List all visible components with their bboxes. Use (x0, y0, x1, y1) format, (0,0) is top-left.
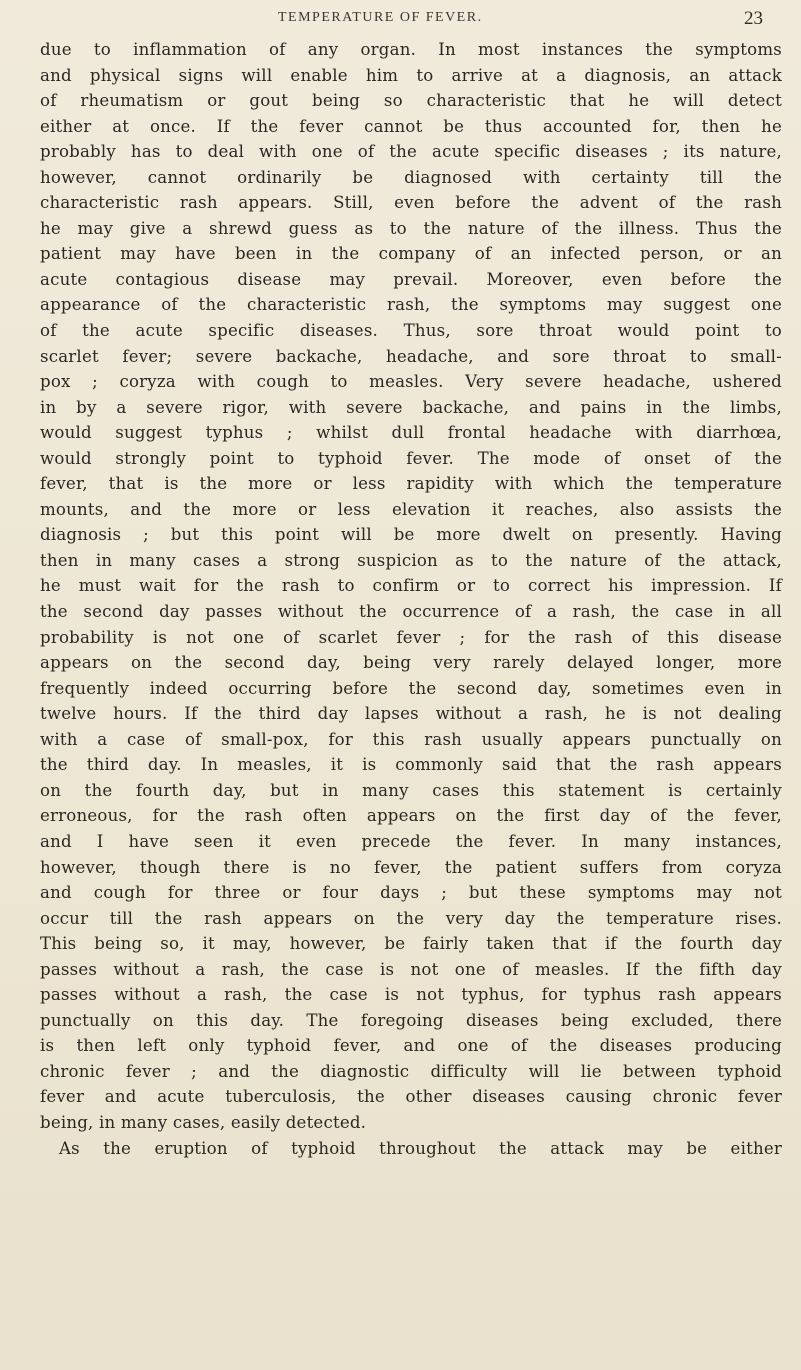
text-line: due to inflammation of any organ. In most instances the symptoms (40, 40, 782, 59)
text-line: he may give a shrewd guess as to the nature of the illness. Thus the (40, 218, 782, 238)
text-line: however, cannot ordinarily be diagnosed with certainty till the (40, 167, 782, 187)
text-line: patient may have been in the company of an infected person, or an (40, 244, 782, 264)
page-number: 23 (744, 8, 763, 29)
text-line: the second day passes without the occurrence of a rash, the case in all (40, 602, 782, 622)
text-line: being, in many cases, easily detected. (40, 1112, 367, 1132)
text-line: fever, that is the more or less rapidity with which the temperature (40, 474, 782, 494)
text-line: and physical signs will enable him to arrive at a diagnosis, an attack (40, 65, 782, 85)
text-line: would strongly point to typhoid fever. The mode of onset of the (40, 448, 782, 468)
running-title: TEMPERATURE OF FEVER. (278, 10, 483, 25)
text-line: acute contagious disease may prevail. Moreover, even before the (40, 269, 782, 289)
running-head (0, 8, 801, 36)
text-line: and cough for three or four days ; but these symptoms may not (40, 883, 782, 903)
text-line: chronic fever ; and the diagnostic difficulty will lie between typhoid (40, 1061, 782, 1081)
text-line: probably has to deal with one of the acute specific diseases ; its nature, (40, 142, 782, 162)
text-line: in by a severe rigor, with severe backache, and pains in the limbs, (40, 397, 782, 417)
text-line: appears on the second day, being very rarely delayed longer, more (40, 653, 782, 673)
text-line: characteristic rash appears. Still, even before the advent of the rash (40, 193, 782, 213)
text-line: fever and acute tuberculosis, the other diseases causing chronic fever (40, 1087, 782, 1107)
text-line: This being so, it may, however, be fairly taken that if the fourth day (40, 934, 782, 954)
text-line: either at once. If the fever cannot be thus accounted for, then he (40, 116, 782, 136)
text-line: twelve hours. If the third day lapses without a rash, he is not dealing (40, 704, 782, 724)
text-line: would suggest typhus ; whilst dull frontal headache with diarrhœa, (40, 423, 782, 443)
text-line: with a case of small-pox, for this rash usually appears punctually on (40, 729, 782, 749)
text-line: passes without a rash, the case is not typhus, for typhus rash appears (40, 985, 782, 1005)
text-line: appearance of the characteristic rash, the symptoms may suggest one (40, 295, 782, 315)
text-line: however, though there is no fever, the patient suffers from coryza (40, 857, 782, 877)
text-line: occur till the rash appears on the very day the temperature rises. (40, 908, 782, 928)
text-line: punctually on this day. The foregoing diseases being excluded, there (40, 1010, 782, 1030)
text-line: pox ; coryza with cough to measles. Very severe headache, ushered (40, 372, 782, 392)
text-line: scarlet fever; severe backache, headache, and sore throat to small- (40, 346, 782, 366)
text-line: on the fourth day, but in many cases this statement is certainly (40, 780, 782, 800)
text-line: of rheumatism or gout being so characteristic that he will detect (40, 91, 782, 111)
text-line: is then left only typhoid fever, and one of the diseases producing (40, 1036, 782, 1056)
text-line: diagnosis ; but this point will be more dwelt on presently. Having (40, 525, 782, 545)
text-line: probability is not one of scarlet fever ; for the rash of this disease (40, 627, 782, 647)
text-line: of the acute specific diseases. Thus, sore throat would point to (40, 321, 782, 341)
text-line: frequently indeed occurring before the second day, sometimes even in (40, 678, 782, 698)
text-line: As the eruption of typhoid throughout the attack may be either (59, 1138, 782, 1158)
body-text (40, 37, 782, 1161)
text-line: then in many cases a strong suspicion as to the nature of the attack, (40, 550, 782, 570)
text-line: and I have seen it even precede the fever. In many instances, (40, 831, 782, 851)
text-line: passes without a rash, the case is not one of measles. If the fifth day (40, 959, 782, 979)
text-line: the third day. In measles, it is commonly said that the rash appears (40, 755, 782, 775)
text-line: he must wait for the rash to confirm or to correct his impression. If (40, 576, 782, 596)
text-line: erroneous, for the rash often appears on the first day of the fever, (40, 806, 782, 826)
text-line: mounts, and the more or less elevation it reaches, also assists the (40, 499, 782, 519)
